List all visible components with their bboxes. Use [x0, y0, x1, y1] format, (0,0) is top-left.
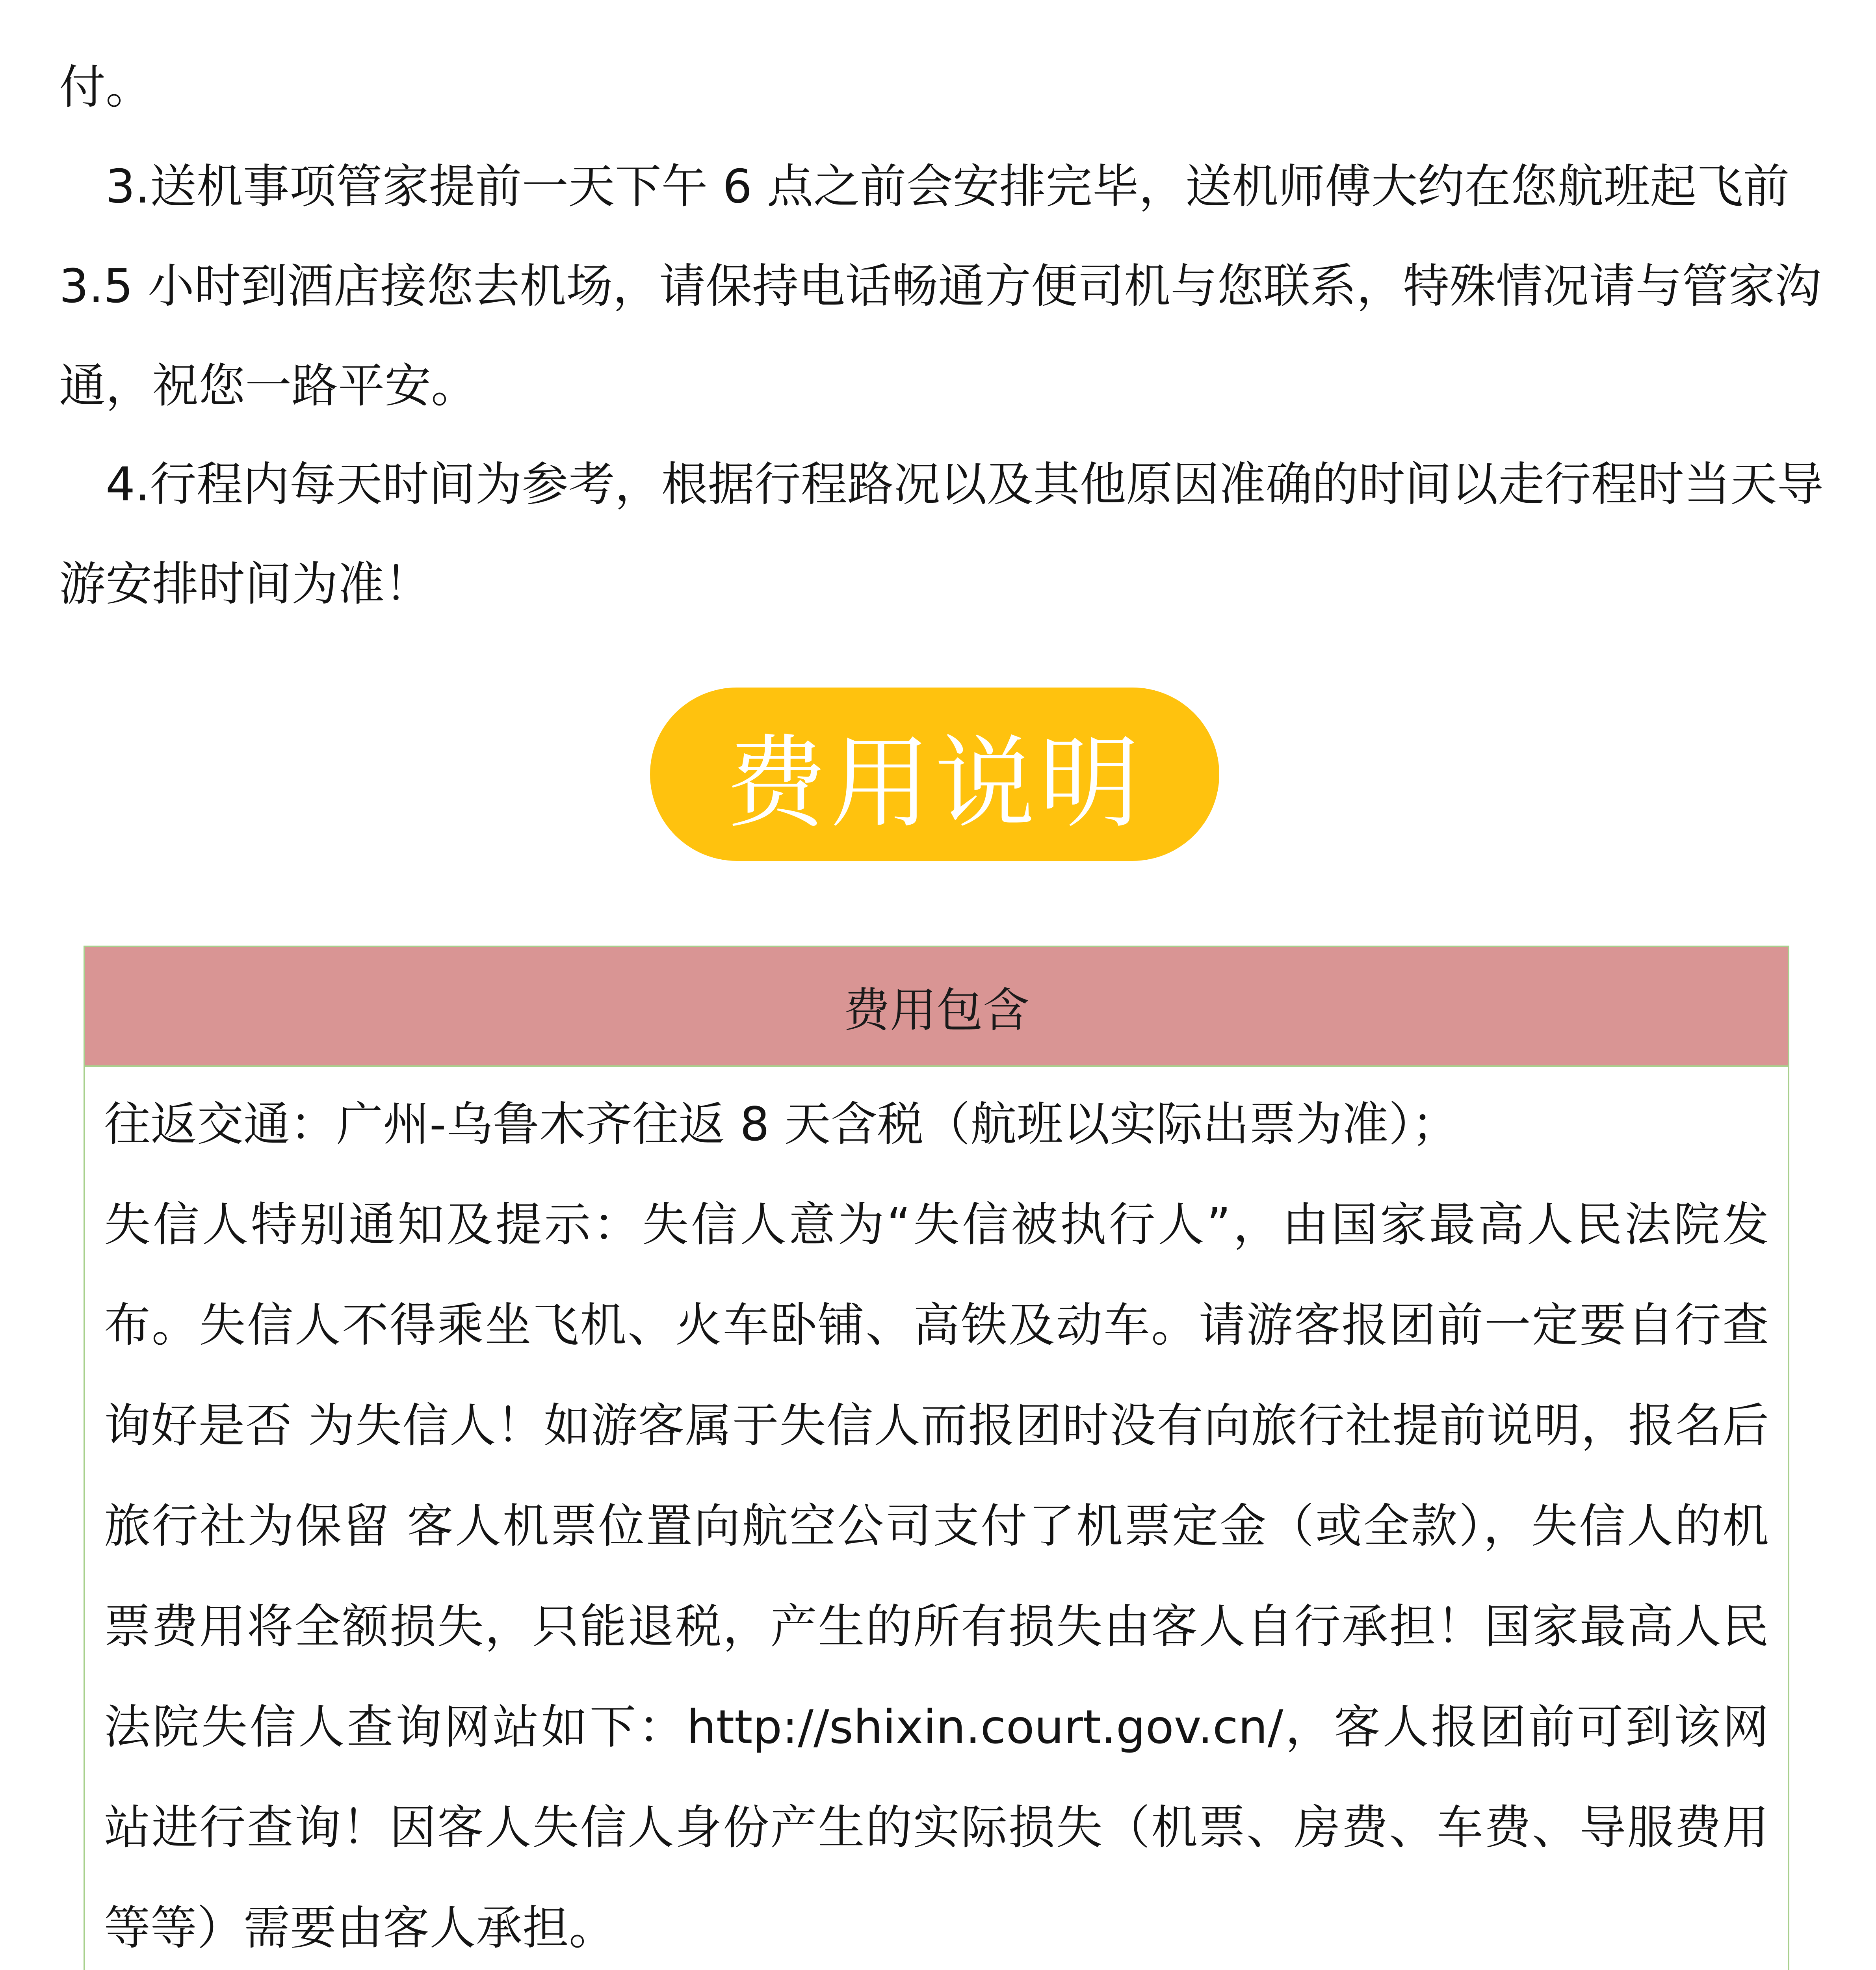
section-title: 费用说明 — [726, 725, 1144, 842]
intro-item-4: 4.行程内每天时间为参考，根据行程路况以及其他原因准确的时间以走行程时当天导游安排时间为准！ — [59, 457, 1824, 611]
intro-line-fu: 付。 — [59, 60, 152, 114]
fee-row-round-trip-text: 往返交通：广州-乌鲁木齐往返 8 天含税（航班以实际出票为准）； — [104, 1097, 1458, 1151]
fee-table — [84, 946, 1789, 1970]
fee-row-round-trip — [85, 1067, 1788, 1970]
fee-row-dishonest-notice: 失信人特别通知及提示：失信人意为“失信被执行人”，由国家最高人民法院发布。失信人不得乘坐飞机、火车卧铺、高铁及动车。请游客报团前一定要自行查询好是否 为失信人！如游客属于失信人而报团时没有向旅行社提前说明，报名后旅行社为保留 客人机票位置向航空公司支付了机票定金（或全款），失信人的机票费用将全额损失，只能退税，产生的所有损失由客人自行承担！国家最高人民法院失信人查询网站如下：http://shixin.court.gov.cn/，客人报团前可到该网站进行查询！因客人失信人身份产生的实际损失（机票、房费、车费、导服费用等等）需要由客人承担。 — [104, 1197, 1769, 1955]
section-title-badge — [650, 688, 1219, 861]
fee-table-header: 费用包含 — [85, 947, 1788, 1067]
intro-item-3: 3.送机事项管家提前一天下午 6 点之前会安排完毕，送机师傅大约在您航班起飞前 3.5 小时到酒店接您去机场，请保持电话畅通方便司机与您联系，特殊情况请与管家沟通，祝您一路平安。 — [59, 159, 1822, 413]
